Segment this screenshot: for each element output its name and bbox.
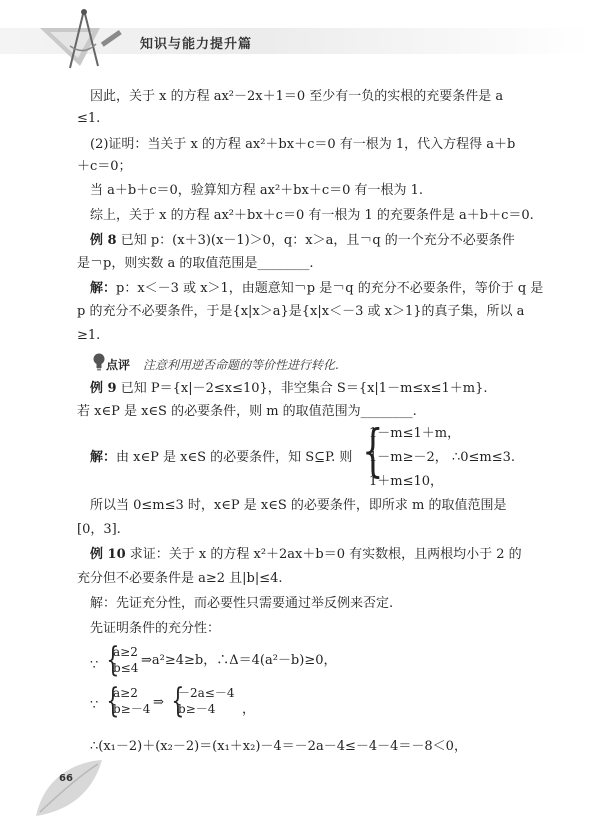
lightbulb-icon (92, 353, 106, 371)
brace-symbol: { (106, 640, 120, 680)
therefore-symbol: ∵ (90, 658, 99, 673)
inequality-system (113, 685, 150, 717)
text-line: 充分但不必要条件是 a≥2 且|b|≤4. (77, 571, 283, 586)
inequality-system (113, 644, 138, 676)
system-row: 1－m≥－2， (369, 450, 448, 465)
compass-ruler-icon (40, 6, 135, 76)
system-row: b≥－4 (178, 702, 216, 716)
example-text: 已知 P＝{x|－2≤x≤10}，非空集合 S＝{x|1－m≤x≤1＋m}. (120, 381, 488, 396)
brace-symbol: { (106, 681, 120, 721)
text-line: p 的充分不必要条件，于是{x|x＞a}是{x|x＜－3 或 x＞1}的真子集，所以 a (77, 304, 525, 319)
system-row: a≥2 (113, 686, 138, 700)
inequality-system (369, 425, 460, 491)
text-line: 若 x∈P 是 x∈S 的必要条件，则 m 的取值范围为________. (77, 404, 417, 419)
text-line: 综上，关于 x 的方程 ax²＋bx＋c＝0 有一根为 1 的充要条件是 a＋b＋c＝0. (90, 208, 534, 223)
solution-8 (90, 280, 544, 298)
system-row: 1－m≤1＋m， (369, 426, 461, 441)
system-row: b≥－4 (113, 702, 151, 716)
brace-symbol: { (362, 419, 384, 484)
example-9 (90, 380, 540, 398)
example-label: 例 8 (90, 233, 117, 248)
example-text: 已知 p：(x＋3)(x－1)＞0，q：x＞a，且￢q 的一个充分不必要条件 (120, 233, 515, 248)
text-line: 解：先证充分性，而必要性只需要通过举反例来否定. (90, 596, 394, 611)
text-line: [0，3]. (77, 522, 121, 537)
solution-text: p：x＜－3 或 x＞1，由题意知￢p 是￢q 的充分不必要条件，等价于 q 是 (116, 281, 544, 296)
brace-symbol: { (171, 681, 185, 721)
note-tag: 点评 (106, 358, 131, 372)
text-line: ＋c＝0； (77, 159, 132, 174)
text-line: (2)证明：当关于 x 的方程 ax²＋bx＋c＝0 有一根为 1，代入方程得 a＋b (90, 137, 516, 152)
solution-label: 解： (90, 450, 117, 465)
leaf-decoration-icon (34, 758, 104, 818)
example-10 (90, 546, 540, 564)
system-row: 1＋m≤10， (369, 474, 444, 489)
solution-label: 解： (90, 281, 117, 296)
note-text: 注意利用逆否命题的等价性进行转化. (143, 358, 339, 372)
page-number: 66 (59, 773, 73, 784)
example-label: 例 9 (90, 381, 117, 396)
inequality-system (178, 685, 234, 717)
example-text: 求证：关于 x 的方程 x²＋2ax＋b＝0 有实数根，且两根均小于 2 的 (129, 547, 522, 562)
system-row: b≤4 (113, 661, 139, 675)
solution-text: 由 x∈P 是 x∈S 的必要条件，知 S⊆P. 则 (116, 450, 353, 465)
therefore-symbol: ∵ (90, 698, 99, 713)
text-line: 当 a＋b＋c＝0，验算知方程 ax²＋bx＋c＝0 有一根为 1. (90, 183, 424, 198)
text-line: 是￢p，则实数 a 的取值范围是________. (77, 256, 314, 271)
header-title: 知识与能力提升篇 (140, 37, 253, 52)
text-line: ∴(x₁－2)＋(x₂－2)＝(x₁＋x₂)－4＝－2a－4≤－4－4＝－8＜0， (90, 739, 467, 754)
system-row: a≥2 (113, 645, 138, 659)
system-row: －2a≤－4 (178, 686, 235, 700)
text-line: ≥1. (77, 328, 101, 343)
comma-text: ， (242, 702, 256, 717)
text-line: 所以当 0≤m≤3 时，x∈P 是 x∈S 的必要条件，即所求 m 的取值范围是 (90, 498, 507, 513)
text-line: 先证明条件的充分性： (90, 621, 221, 636)
example-8 (90, 232, 540, 250)
text-line: ≤1. (77, 111, 101, 126)
result-text: ∴0≤m≤3. (452, 450, 516, 465)
arrow-symbol: ⇒ (153, 695, 164, 710)
result-text: ⇒a²≥4≥b，∴Δ＝4(a²－b)≥0， (141, 653, 337, 668)
example-label: 例 10 (90, 547, 126, 562)
text-line: 因此，关于 x 的方程 ax²－2x＋1＝0 至少有一负的实根的充要条件是 a (90, 89, 504, 104)
